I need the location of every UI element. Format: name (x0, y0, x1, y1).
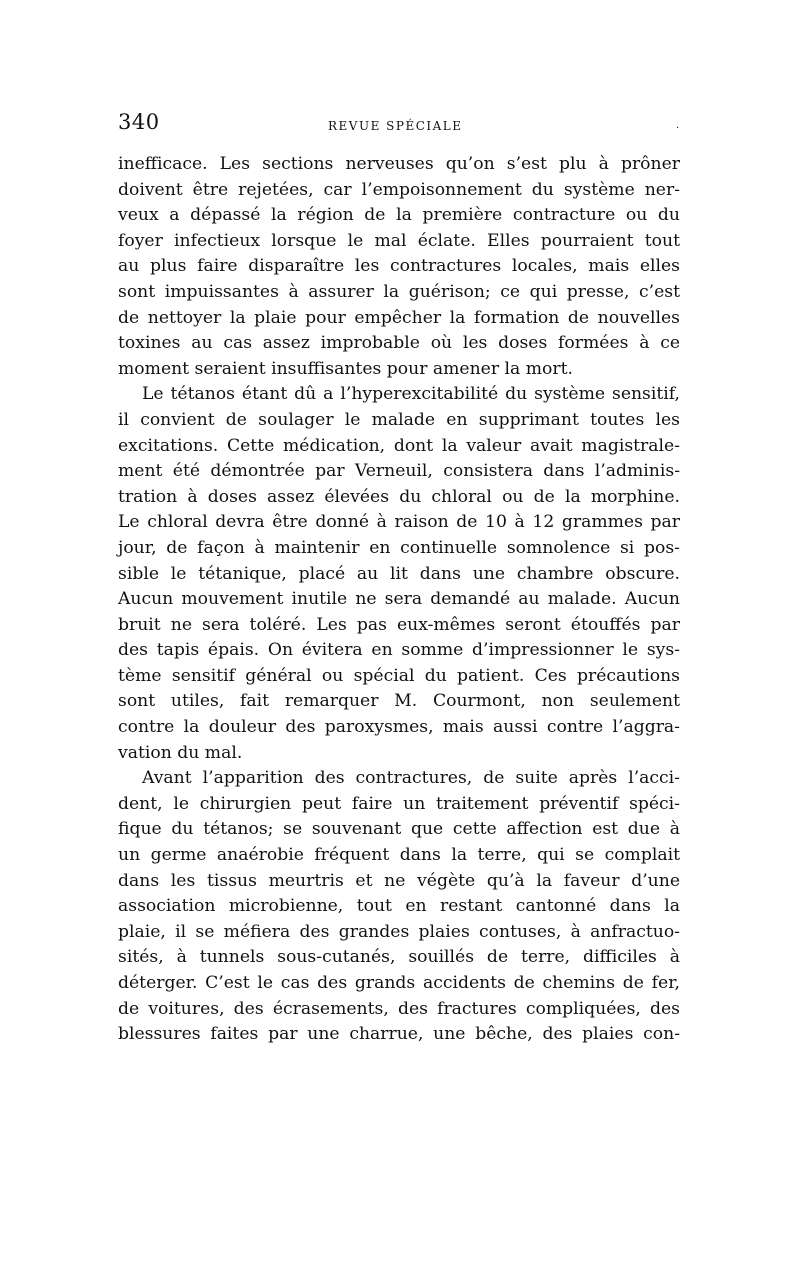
text-line: toxines au cas assez improbable où les doses formées à ce (118, 333, 680, 354)
text-line: sités, à tunnels sous-cutanés, souillés de terre, difficiles à (118, 947, 680, 968)
text-line: de nettoyer la plaie pour empêcher la formation de nouvelles (118, 307, 680, 328)
text-line: inefficace. Les sections nerveuses qu’on s’est plu à prôner (118, 154, 680, 174)
text-line: jour, de façon à maintenir en continuelle somnolence si pos- (118, 537, 680, 558)
text-line: doivent être rejetées, car l’empoisonnement du système ner- (118, 179, 680, 200)
text-line: sont utiles, fait remarquer M. Courmont, non seulement (118, 691, 680, 712)
page-header (118, 110, 680, 140)
text-line: Le chloral devra être donné à raison de 10 à 12 grammes par (118, 512, 680, 533)
page-number: 340 (118, 110, 160, 134)
running-title: REVUE SPÉCIALE (328, 119, 463, 133)
text-line: excitations. Cette médication, dont la valeur avait magistrale- (118, 435, 680, 456)
text-line: de voitures, des écrasements, des fractures compliquées, des (118, 998, 680, 1019)
paragraph-3 (118, 766, 680, 1048)
text-line: des tapis épais. On évitera en somme d’impressionner le sys- (118, 640, 680, 661)
text-line: au plus faire disparaître les contractures locales, mais elles (118, 256, 680, 277)
text-line: tème sensitif général ou spécial du patient. Ces précautions (118, 665, 680, 686)
text-line: sible le tétanique, placé au lit dans une chambre obscure. (118, 563, 680, 584)
header-mark: · (676, 123, 680, 134)
text-line: foyer infectieux lorsque le mal éclate. Elles pourraient tout (118, 230, 680, 251)
text-line: tration à doses assez élevées du chloral ou de la morphine. (118, 486, 680, 507)
text-line: plaie, il se méfiera des grandes plaies contuses, à anfractuo- (118, 921, 680, 942)
body-text (118, 152, 680, 1048)
text-line: il convient de soulager le malade en supprimant toutes les (118, 409, 680, 430)
text-line: vation du mal. (118, 742, 243, 763)
text-line: association microbienne, tout en restant cantonné dans la (118, 896, 680, 917)
text-line: dent, le chirurgien peut faire un traitement préventif spéci- (118, 793, 680, 814)
paragraph-1 (118, 152, 680, 382)
paragraph-2 (118, 382, 680, 766)
text-line: Le tétanos étant dû a l’hyperexcitabilité du système sensitif, (142, 384, 680, 405)
text-line: ment été démontrée par Verneuil, consistera dans l’adminis- (118, 461, 680, 482)
text-line: blessures faites par une charrue, une bêche, des plaies con- (118, 1024, 680, 1045)
text-line: dans les tissus meurtris et ne végète qu’à la faveur d’une (118, 870, 680, 891)
text-line: un germe anaérobie fréquent dans la terre, qui se complait (118, 845, 680, 866)
text-line: déterger. C’est le cas des grands accidents de chemins de fer, (118, 973, 680, 993)
text-line: Avant l’apparition des contractures, de suite après l’acci- (142, 768, 680, 789)
text-line: Aucun mouvement inutile ne sera demandé au malade. Aucun (118, 589, 680, 610)
text-line: contre la douleur des paroxysmes, mais aussi contre l’aggra- (118, 717, 680, 738)
text-line: fique du tétanos; se souvenant que cette affection est due à (118, 819, 680, 840)
text-line: moment seraient insuffisantes pour amener la mort. (118, 358, 573, 379)
text-line: bruit ne sera toléré. Les pas eux-mêmes seront étouffés par (118, 614, 680, 635)
text-line: veux a dépassé la région de la première contracture ou du (118, 205, 680, 226)
text-line: sont impuissantes à assurer la guérison; ce qui presse, c’est (118, 281, 680, 302)
